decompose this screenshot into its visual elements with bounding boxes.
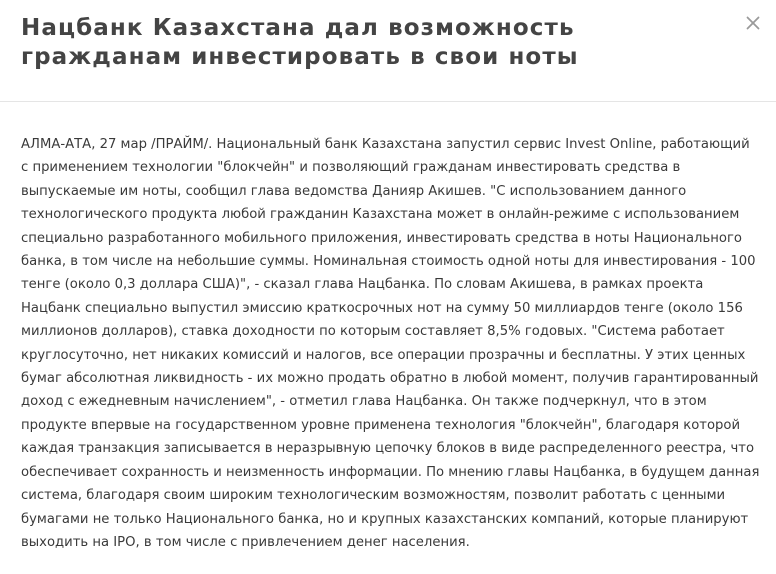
page-title: Нацбанк Казахстана дал возможность гражданам инвестировать в свои ноты bbox=[21, 15, 579, 70]
modal-body bbox=[21, 133, 761, 554]
modal-header bbox=[0, 0, 776, 102]
close-icon bbox=[746, 16, 760, 30]
article-text: АЛМА-АТА, 27 мар /ПРАЙМ/. Национальный банк Казахстана запустил сервис Invest Online, работающий с применением технологии "блокчейн" и позволяющий гражданам инвестировать средства в выпускаемые им ноты, сообщил глава ведомства Данияр Акишев. "С использованием данного технологического продукта любой гражданин Казахстана может в онлайн-режиме с использованием специально разработанного мобильного приложения, инвестировать средства в ноты Национального банка, в том числе на небольшие суммы. Номинальная стоимость одной ноты для инвестирования - 100 тенге (около 0,3 доллара США)", - сказал глава Нацбанка. По словам Акишева, в рамках проекта Нацбанк специально выпустил эмиссию краткосрочных нот на сумму 50 миллиардов тенге (около 156 миллионов долларов), ставка доходности по которым составляет 8,5% годовых. "Система работает круглосуточно, нет никаких комиссий и налогов, все операции прозрачны и бесплатны. У этих ценных бумаг абсолютная ликвидность - их можно продать обратно в любой момент, получив гарантированный доход с ежедневным начислением", - отметил глава Нацбанка. Он также подчеркнул, что в этом продукте впервые на государственном уровне применена технология "блокчейн", благодаря которой каждая транзакция записывается в неразрывную цепочку блоков в виде распределенного реестра, что обеспечивает сохранность и неизменность информации. По мнению главы Нацбанка, в будущем данная система, благодаря своим широким технологическим возможностям, позволит работать с ценными бумагами не только Национального банка, но и крупных казахстанских компаний, которые планируют выходить на IPO, в том числе с привлечением денег населения. bbox=[21, 137, 760, 550]
close-button[interactable] bbox=[740, 10, 766, 36]
